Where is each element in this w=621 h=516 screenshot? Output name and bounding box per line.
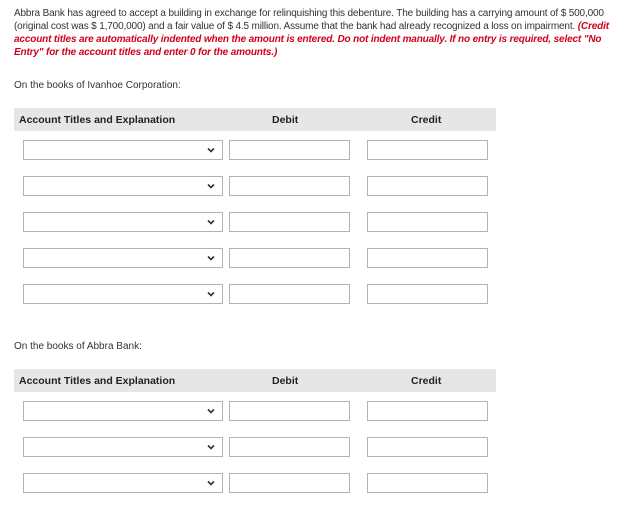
account-title-select[interactable]	[23, 248, 223, 268]
journal-row	[14, 473, 496, 495]
debit-header: Debit	[272, 114, 299, 126]
account-title-select[interactable]	[23, 473, 223, 493]
account-titles-header: Account Titles and Explanation	[19, 375, 176, 387]
chevron-down-icon	[206, 253, 216, 263]
chevron-down-icon	[206, 289, 216, 299]
journal-row	[14, 212, 496, 234]
problem-text	[14, 7, 612, 59]
journal-row	[14, 248, 496, 270]
journal-row	[14, 140, 496, 162]
credit-header: Credit	[411, 375, 442, 387]
debit-input[interactable]	[229, 176, 350, 196]
instruction-text: (Credit account titles are automatically indented when the amount is entered. Do not indent manually. If no entry is required, select "No Entry" for the account titles and enter 0 for the amounts.)	[14, 21, 609, 58]
chevron-down-icon	[206, 181, 216, 191]
debit-input[interactable]	[229, 284, 350, 304]
journal-row	[14, 401, 496, 423]
account-titles-header: Account Titles and Explanation	[19, 114, 176, 126]
account-title-select[interactable]	[23, 437, 223, 457]
abbra-table-header	[14, 369, 496, 392]
credit-input[interactable]	[367, 284, 488, 304]
debit-input[interactable]	[229, 248, 350, 268]
debit-input[interactable]	[229, 473, 350, 493]
chevron-down-icon	[206, 442, 216, 452]
journal-row	[14, 437, 496, 459]
abbra-section-label: On the books of Abbra Bank:	[14, 341, 142, 352]
debit-input[interactable]	[229, 140, 350, 160]
debit-header: Debit	[272, 375, 299, 387]
chevron-down-icon	[206, 145, 216, 155]
ivanhoe-section-label: On the books of Ivanhoe Corporation:	[14, 80, 181, 91]
chevron-down-icon	[206, 406, 216, 416]
credit-input[interactable]	[367, 212, 488, 232]
account-title-select[interactable]	[23, 140, 223, 160]
credit-input[interactable]	[367, 140, 488, 160]
credit-header: Credit	[411, 114, 442, 126]
problem-description: Abbra Bank has agreed to accept a building in exchange for relinquishing this debenture. The building has a carrying amount of $ 500,000 (original cost was $ 1,700,000) and a fair value of $ 4.5 million. Assume that the bank had already recognized a loss on impairment.	[14, 8, 604, 32]
credit-input[interactable]	[367, 176, 488, 196]
journal-row	[14, 176, 496, 198]
credit-input[interactable]	[367, 401, 488, 421]
chevron-down-icon	[206, 217, 216, 227]
chevron-down-icon	[206, 478, 216, 488]
debit-input[interactable]	[229, 212, 350, 232]
journal-row	[14, 284, 496, 306]
account-title-select[interactable]	[23, 401, 223, 421]
account-title-select[interactable]	[23, 284, 223, 304]
credit-input[interactable]	[367, 248, 488, 268]
debit-input[interactable]	[229, 437, 350, 457]
credit-input[interactable]	[367, 437, 488, 457]
account-title-select[interactable]	[23, 212, 223, 232]
credit-input[interactable]	[367, 473, 488, 493]
debit-input[interactable]	[229, 401, 350, 421]
account-title-select[interactable]	[23, 176, 223, 196]
ivanhoe-table-header	[14, 108, 496, 131]
